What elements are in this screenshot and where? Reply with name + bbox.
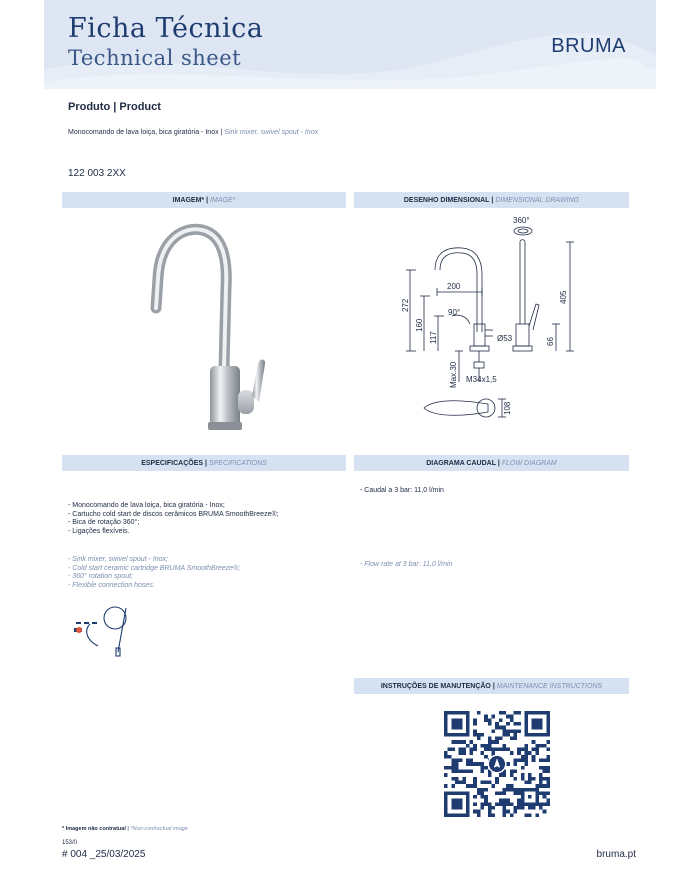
spec-item: - Cartucho cold start de discos cerâmicos BRUMA SmoothBreeze®;: [68, 510, 279, 518]
spec-item-en: - Cold start ceramic cartridge BRUMA SmoothBreeze®;: [68, 564, 241, 572]
label-h160: 160: [415, 318, 424, 332]
faucet-product-image: [140, 218, 280, 438]
spec-item-en: - Sink mixer, swivel spout - Inox;: [68, 556, 168, 563]
flow-rate-en: - Flow rate at 3 bar: 11,0 l/min: [360, 561, 453, 568]
header-banner: [44, 0, 656, 89]
section-maintenance-header: INSTRUÇÕES DE MANUTENÇÃO | MAINTENANCE INSTRUCTIONS: [354, 678, 629, 694]
label-h108: 108: [503, 401, 512, 415]
section-drawing-header: DESENHO DIMENSIONAL | DIMENSIONAL DRAWING: [354, 192, 629, 208]
footnote-pt: * Imagem não contratual: [62, 826, 126, 832]
spec-item: - Bica de rotação 360°;: [68, 519, 140, 526]
product-heading: Produto | Product: [68, 101, 161, 113]
spec-item-en: - Flexible connection hoses.: [68, 581, 155, 589]
brand-logo: BRUMA: [551, 35, 626, 57]
label-angle: 90°: [448, 308, 461, 317]
label-h117: 117: [429, 331, 438, 344]
spec-item: - Monocomando de lava loiça, bica giratória - Inox;: [68, 502, 225, 509]
product-desc-en: Sink mixer, swivel spout - Inox: [224, 129, 319, 136]
section-specs-pt: ESPECIFICAÇÕES: [141, 459, 204, 467]
title-pt: Ficha Técnica: [68, 13, 264, 44]
label-height-spout: 272: [401, 298, 410, 312]
product-code: 122 003 2XX: [68, 168, 126, 179]
footnote-en: *Non-contractual image: [130, 826, 188, 832]
label-height-total: 405: [559, 290, 568, 304]
maintenance-qr-code[interactable]: [444, 711, 550, 817]
cartridge-connection-icon: [70, 600, 140, 658]
label-base: Ø53: [497, 334, 513, 343]
label-max: Max.30: [449, 361, 458, 388]
product-heading-pt: Produto: [68, 101, 111, 113]
label-rotation: 360°: [513, 216, 530, 225]
product-description: Monocomando de lava loiça, bica giratória - Inox | Sink mixer, swivel spout - Inox: [68, 129, 319, 136]
label-reach: 200: [447, 282, 461, 291]
section-image-pt: IMAGEM*: [172, 196, 205, 204]
dimensional-drawing: [390, 212, 590, 432]
specs-list-pt: [68, 502, 279, 536]
section-image-header: IMAGEM* | IMAGE*: [62, 192, 346, 208]
section-maintenance-pt: INSTRUÇÕES DE MANUTENÇÃO: [380, 682, 491, 690]
website-link[interactable]: bruma.pt: [596, 849, 636, 860]
section-image-en: IMAGE*: [210, 196, 236, 204]
label-h66: 66: [546, 337, 555, 346]
spec-item: - Ligações flexíveis.: [68, 527, 130, 535]
specs-list-en: [68, 556, 240, 590]
section-specs-en: SPECIFICATIONS: [208, 459, 267, 467]
document-ref: 153/0: [62, 840, 78, 846]
product-heading-en: Product: [119, 101, 161, 113]
section-flow-header: DIAGRAMA CAUDAL | FLOW DIAGRAM: [354, 455, 629, 471]
spec-item-en: - 360° rotation spout;: [68, 573, 134, 580]
section-specs-header: ESPECIFICAÇÕES | SPECIFICATIONS: [62, 455, 346, 471]
flow-rate-pt: - Caudal a 3 bar: 11,0 l/min: [360, 487, 444, 494]
product-desc-pt: Monocomando de lava loiça, bica giratória - Inox: [68, 129, 219, 136]
section-maintenance-en: MAINTENANCE INSTRUCTIONS: [496, 682, 603, 690]
document-number: # 004 _25/03/2025: [62, 849, 146, 860]
section-flow-en: FLOW DIAGRAM: [501, 459, 557, 467]
section-drawing-en: DIMENSIONAL DRAWING: [495, 196, 580, 204]
label-thread: M34x1,5: [466, 375, 497, 384]
section-drawing-pt: DESENHO DIMENSIONAL: [403, 196, 490, 204]
section-flow-pt: DIAGRAMA CAUDAL: [426, 459, 496, 467]
title-en: Technical sheet: [68, 46, 242, 70]
footnote: * Imagem não contratual | *Non-contractual image: [62, 826, 188, 832]
